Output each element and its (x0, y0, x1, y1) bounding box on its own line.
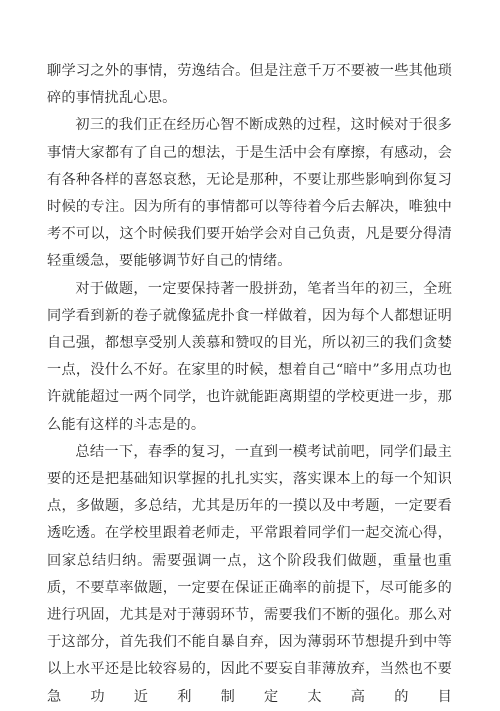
paragraph-continuation: 聊学习之外的事情，劳逸结合。但是注意千万不要被一些其他琐碎的事情扰乱心思。 (47, 63, 452, 107)
paragraph-junior-three-maturity: 初三的我们正在经历心智不断成熟的过程，这时候对于很多事情大家都有了自己的想法，于是生活中会有摩擦，有感动，会有各种各样的喜怒哀愁，无论是那种，不要让那些影响到你复习时候的专注。因为所有的事情都可以等待着今后去解决，唯独中考不可以，这个时候我们要开始学会对自己负责，凡是要分得清轻重缓急，要能够调节好自己的情绪。 (47, 117, 452, 270)
paragraph-doing-exercises: 对于做题，一定要保持著一股拼劲，笔者当年的初三，全班同学看到新的卷子就像猛虎扑食一样做着，因为每个人都想证明自己强，都想享受别人羡慕和赞叹的目光，所以初三的我们贪婪一点，没什么不好。在家里的时候，想着自己“暗中”多用点功也许就能超过一两个同学，也许就能距离期望的学校更进一步，那么能有这样的斗志是的。 (47, 280, 452, 433)
paragraph-spring-review-summary: 总结一下，春季的复习，一直到一模考试前吧，同学们最主要的还是把基础知识掌握的扎扎实实，落实课本上的每一个知识点，多做题，多总结，尤其是历年的一摸以及中考题，一定要看透吃透。在学校里跟着老师走，平常跟着同学们一起交流心得，回家总结归纳。需要强调一点，这个阶段我们做题，重量也重质，不要草率做题，一定要在保证正确率的前提下，尽可能多的进行巩固，尤其是对于薄弱环节，需要我们不断的强化。那么对于这部分，首先我们不能自暴自弃，因为薄弱环节想提升到中等以上水平还是比较容易的，因此不要妄自菲薄放弃，当然也不要急功近利制定太高的目 (47, 443, 452, 705)
document-body (47, 58, 452, 711)
